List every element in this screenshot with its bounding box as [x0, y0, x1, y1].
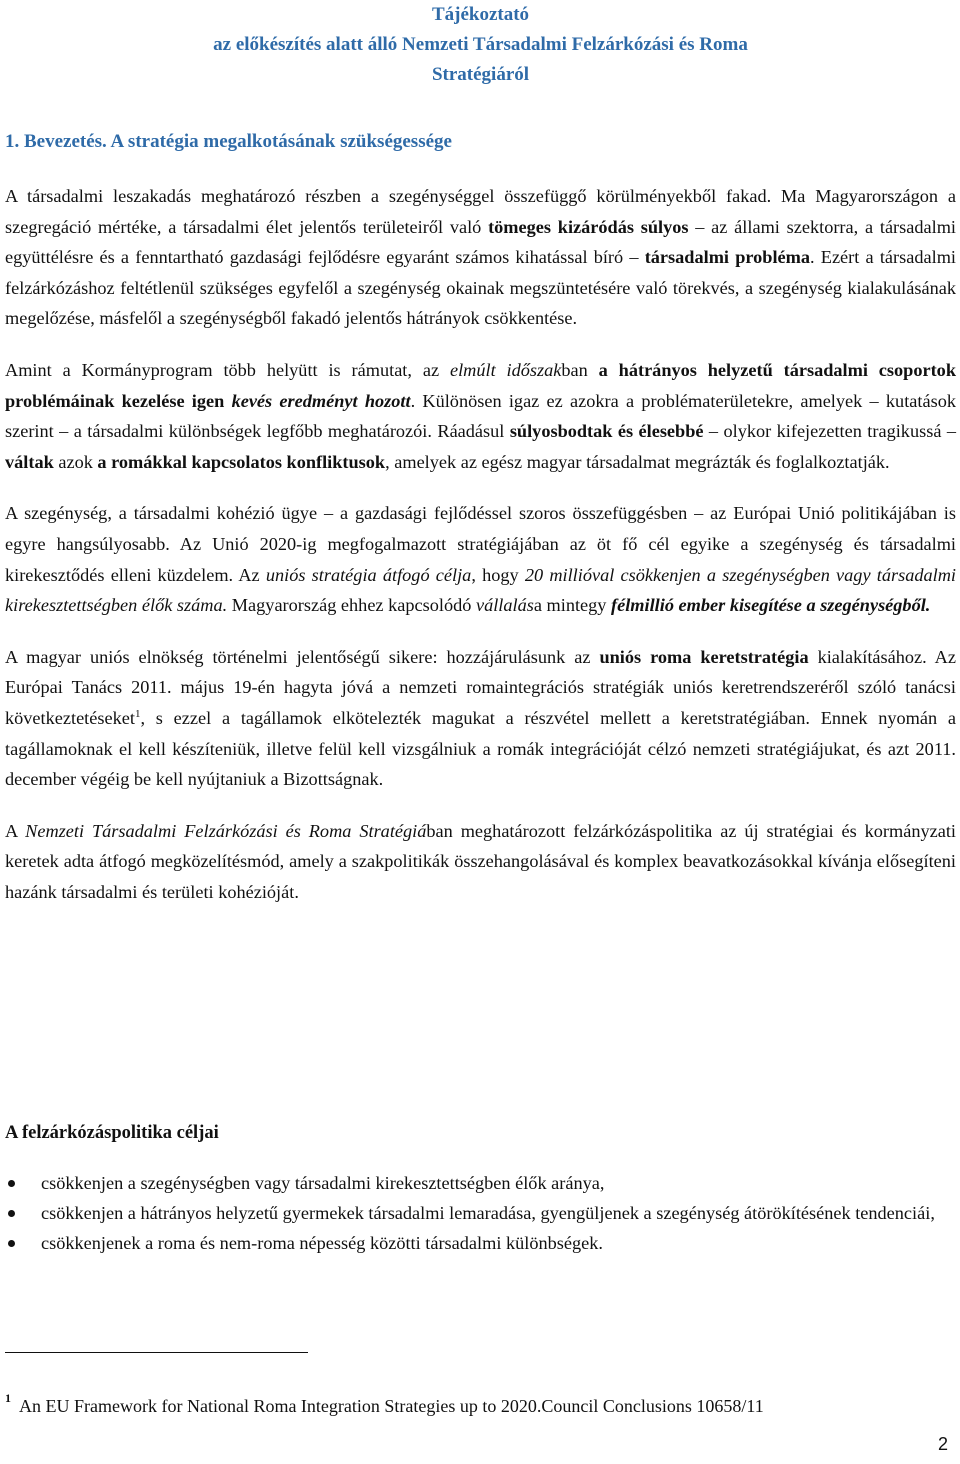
- footnote-text: An EU Framework for National Roma Integration Strategies up to 2020.Council Conclusions 10658/11: [19, 1396, 764, 1416]
- bullet-icon: [8, 1240, 15, 1247]
- title-line-1: Tájékoztató: [431, 4, 530, 25]
- p3-bold-italic-1: félmillió ember kisegítése a szegénységből.: [611, 595, 931, 616]
- list-item-text: csökkenjen a szegénységben vagy társadalmi kirekesztettségben élők aránya,: [41, 1173, 605, 1193]
- paragraph-5: [5, 816, 956, 908]
- p2-bold-1: a hátrányos helyzetű társadalmi csoportok problémáinak kezelése igen: [5, 359, 956, 411]
- body-text: [5, 181, 956, 907]
- goals-heading: A felzárkózáspolitika céljai: [5, 1123, 219, 1143]
- p3-text-4: Magyarország ehhez kapcsolódó: [227, 595, 476, 616]
- footnote-separator: [5, 1352, 308, 1353]
- p2-text-1: Amint a Kormányprogram több helyütt is rámutat, az: [5, 359, 450, 380]
- document-title: [5, 0, 956, 90]
- p2-text-3: . Különösen igaz ez azokra a problématerületekre, amelyek – kutatások szerint – a társadalmi különbségek legfőbb meghatározói. Ráadásul: [5, 390, 956, 442]
- p2-text-5: azok: [53, 451, 98, 472]
- title-line-3: Stratégiáról: [431, 64, 530, 85]
- p1-bold-2: társadalmi probléma: [644, 247, 811, 268]
- list-item: [5, 1170, 956, 1196]
- p3-italic-4: vállalás: [475, 595, 534, 616]
- p2-bold-italic-1: kevés eredményt hozott: [231, 390, 411, 411]
- p3-italic-2: 20 millióval csökkenjen a szegénységben vagy társadalmi kirekesztettségben élők: [5, 564, 956, 616]
- page-number: 2: [937, 1434, 948, 1454]
- paragraph-2: [5, 355, 956, 477]
- p4-text-3: , s ezzel a tagállamok elkötelezték magukat a részvétel mellett a keretstratégiában. Ennek nyomán a tagállamoknak el kell készíteniük, illetve felül kell vizsgálniuk a romák integrációját célzó nemzeti stratégiájukat, és azt 2011. december végéig be kell nyújtaniuk a Bizottságnak.: [5, 707, 956, 790]
- document-page: [5, 0, 957, 1454]
- p2-italic-1: elmúlt időszak: [449, 359, 562, 380]
- p3-italic-1: uniós stratégia átfogó célja: [265, 564, 472, 585]
- p2-text-2: ban: [561, 359, 599, 380]
- goals-list: [5, 1170, 956, 1260]
- p3-text-1: A szegénység, a társadalmi kohézió ügye – a gazdasági fejlődéssel szoros összefüggésben – az Európai Unió politikájában is egyre hangsúlyosabb. Az Unió 2020-ig megfogalmazott stratégiájában az öt fő cél egyike a szegénység és társadalmi kirekesztődés elleni küzdelem. Az: [5, 503, 956, 585]
- p2-bold-2: súlyosbodtak és élesebbé: [509, 421, 704, 442]
- section-heading: 1. Bevezetés. A stratégia megalkotásának szükségessége: [5, 131, 452, 152]
- p1-text-2: – az állami szektorra, a társadalmi együttélésre és a fenntartható gazdasági fejlődésre egyaránt számos kihatással bíró –: [5, 216, 957, 268]
- p5-italic-1: Nemzeti Társadalmi Felzárkózási és Roma Stratégiá: [25, 820, 427, 841]
- paragraph-3: [5, 498, 956, 620]
- footnote-reference[interactable]: 1: [134, 707, 141, 720]
- p2-text-4: – olykor kifejezetten tragikussá –: [703, 421, 956, 442]
- footnote: [5, 1385, 764, 1419]
- p2-bold-4: a romákkal kapcsolatos konfliktusok: [97, 451, 386, 472]
- list-item-text: csökkenjen a hátrányos helyzetű gyermekek társadalmi lemaradása, gyengüljenek a szegénység átörökítésének tendenciái,: [41, 1203, 935, 1223]
- p4-text-1: A magyar uniós elnökség történelmi jelentőségű sikere: hozzájárulásunk az: [5, 646, 600, 667]
- p4-bold-1: uniós roma keretstratégia: [599, 646, 809, 667]
- p1-text-3: . Ezért a társadalmi felzárkózáshoz feltétlenül szükséges egyfelől a szegénység okainak megszüntetésére való törekvés, a szegénység kialakulásának megelőzése, másfelől a szegénységből fakadó jelentős hátrányok csökkentése.: [5, 247, 956, 329]
- list-item: [5, 1230, 956, 1256]
- p1-text-1: A társadalmi leszakadás meghatározó részben a szegénységgel összefüggő körülményekből fakad. Ma Magyarországon a szegregáció mértéke, a társadalmi élet jelentős területeiről való: [5, 186, 956, 237]
- p5-text-2: ban meghatározott felzárkózáspolitika az új stratégiai és kormányzati keretek adta átfogó megközelítésmód, amely a szakpolitikák összehangolásával és komplex beavatkozásokkal kívánja elősegíteni hazánk társadalmi és területi kohézióját.: [5, 820, 957, 902]
- p3-text-5: a mintegy: [533, 595, 612, 616]
- paragraph-1: [5, 181, 956, 334]
- p3-italic-3: száma.: [176, 595, 228, 616]
- bullet-icon: [8, 1180, 15, 1187]
- footnote-mark: 1: [5, 1391, 11, 1405]
- p2-text-6: , amelyek az egész magyar társadalmat megrázták és foglalkoztatják.: [385, 451, 890, 472]
- list-item-text: csökkenjenek a roma és nem-roma népesség közötti társadalmi különbségek.: [41, 1233, 603, 1253]
- p2-bold-3: váltak: [5, 451, 54, 472]
- title-line-2: az előkészítés alatt álló Nemzeti Társadalmi Felzárkózási és Roma: [213, 34, 748, 55]
- p4-text-2: kialakításához. Az Európai Tanács 2011. május 19-én hagyta jóvá a nemzeti romaintegrációs stratégiák uniós keretrendszeréről szóló tanácsi következtetéseket: [5, 646, 956, 728]
- paragraph-4: [5, 642, 956, 795]
- p3-text-2: , hogy: [471, 564, 525, 585]
- p5-text-1: A: [5, 820, 26, 841]
- bullet-icon: [8, 1210, 15, 1217]
- p1-bold-1: tömeges kizáródás súlyos: [488, 216, 689, 237]
- list-item: [5, 1200, 956, 1226]
